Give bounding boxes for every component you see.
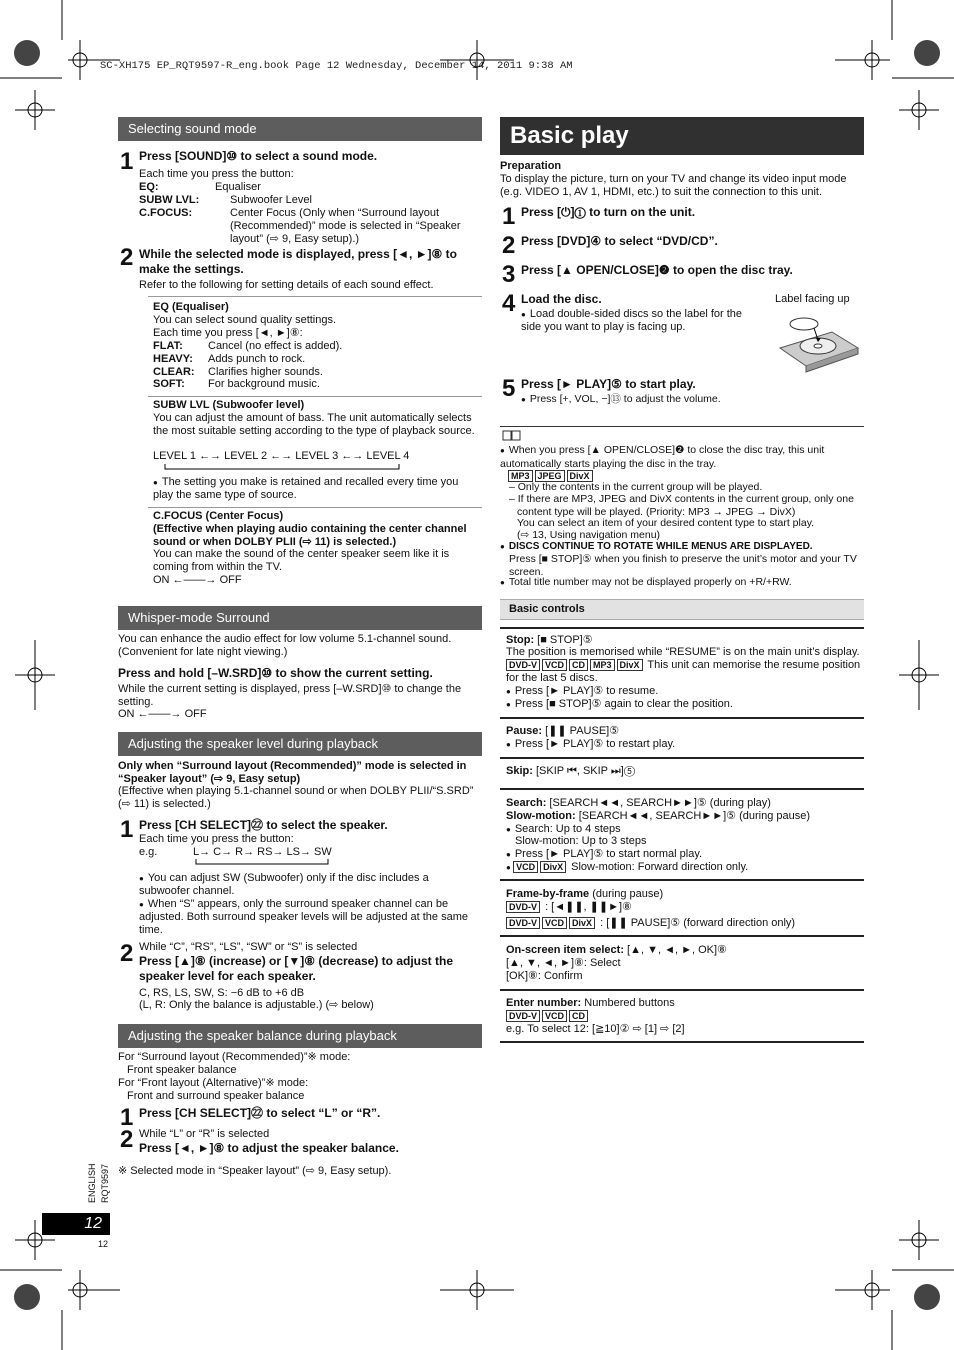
eq-item: HEAVY: Adds punch to rock. [153, 353, 306, 365]
search-b3: ● VCD DivX Slow-motion: Forward direction only. [506, 861, 749, 873]
sound-item-eq: EQ: Equaliser [139, 181, 261, 193]
onscreen-control: On-screen item select: [▲, ▼, ◄, ►, OK]⑧ [506, 944, 727, 956]
level-step2-pre: While “C”, “RS”, “LS”, “SW” or “S” is selected [139, 941, 358, 953]
sound-item-cfocus: C.FOCUS: Center Focus (Only when “Surround layout (Recommended)” mode is selected in “Speaker layout” (⇨ 9, Easy setup).) [139, 207, 461, 245]
subw-levels: LEVEL 1 ←→ LEVEL 2 ←→ LEVEL 3 ←→ LEVEL 4 [153, 450, 410, 462]
note-2b: Press [■ STOP]⑤ when you finish to preserve the unit’s motor and your TV screen. [509, 553, 857, 578]
balance-l1: For “Surround layout (Recommended)”※ mode: [118, 1051, 351, 1063]
level-bullet2: ● When “S” appears, only the surround speaker channel can be adjusted. Both surround speaker levels will be adjusted at the same time. [139, 898, 481, 937]
cycle-arrow [163, 462, 403, 472]
language-label: ENGLISH [87, 1163, 97, 1203]
step-number: 2 [120, 940, 134, 967]
stop-tags: DVD-V VCD CD MP3 DivX This unit can memorise the resume position for the last 5 discs. [506, 659, 861, 684]
divider [500, 788, 864, 790]
divider [500, 627, 864, 629]
play-note: ● Press [+, VOL, −]⑬ to adjust the volume. [521, 393, 721, 407]
level-step2: Press [▲]⑧ (increase) or [▼]⑧ (decrease) to adjust the speaker level for each speaker. [139, 954, 454, 983]
format-tag: JPEG [535, 470, 565, 482]
level-each-time: Each time you press the button: [139, 833, 294, 845]
note-d1: – Only the contents in the current group will be played. [509, 481, 763, 493]
enter-tags: DVD-V VCD CD [506, 1010, 590, 1023]
stop-b1: ● Press [► PLAY]⑤ to resume. [506, 685, 658, 698]
prep-title: Preparation [500, 160, 562, 172]
pause-b1: ● Press [► PLAY]⑤ to restart play. [506, 738, 675, 751]
basic-controls-heading: Basic controls [500, 599, 864, 620]
cycle-arrow [194, 857, 334, 867]
step-number: 2 [120, 1126, 134, 1153]
step-number: 3 [502, 261, 516, 288]
note-3: ● Total title number may not be displayed properly on +R/+RW. [500, 576, 860, 590]
eq-title: EQ (Equaliser) [153, 301, 229, 313]
speaker-level-note: (Effective when playing 5.1-channel sound or when DOLBY PLII/“S.SRD” (⇨ 11) is selected.) [118, 785, 474, 810]
balance-step1: Press [CH SELECT]㉒ to select “L” or “R”. [139, 1106, 381, 1120]
step-number: 5 [502, 375, 516, 402]
sound-step2: While the selected mode is displayed, press [◄, ►]⑧ to make the settings. [139, 247, 457, 276]
frame-l2: DVD-V VCD DivX : [❚❚ PAUSE]⑤ (forward direction only) [506, 917, 795, 930]
stop-desc: The position is memorised while “RESUME” is on the main unit’s display. [506, 646, 860, 658]
step-number: 2 [502, 232, 516, 259]
each-time-text: Each time you press the button: [139, 168, 294, 180]
search-b1b: Slow-motion: Up to 3 steps [515, 835, 647, 847]
divider [500, 989, 864, 991]
frame-l1: DVD-V : [◄❚❚, ❚❚►]⑧ [506, 901, 632, 914]
cfocus-desc: You can make the sound of the center speaker seem like it is coming from within the TV. [153, 548, 450, 573]
play-step3: Press [▲ OPEN/CLOSE]❷ to open the disc tray. [521, 263, 793, 277]
step-number: 1 [502, 203, 516, 230]
model-code: RQT9597 [100, 1163, 110, 1203]
balance-step2-pre: While “L” or “R” is selected [139, 1128, 270, 1140]
note-1: ● When you press [▲ OPEN/CLOSE]❷ to close the disc tray, this unit automatically starts playing the disc in the tray. [500, 444, 860, 470]
balance-l4: Front and surround speaker balance [127, 1090, 305, 1102]
search-b2: ● Press [► PLAY]⑤ to start normal play. [506, 848, 702, 861]
load-note: ● Load double-sided discs so the label for the side you want to play is facing up. [521, 308, 753, 334]
print-header: SC-XH175 EP_RQT9597-R_eng.book Page 12 Wednesday, December 14, 2011 9:38 AM [100, 60, 573, 72]
eq-item: FLAT: Cancel (no effect is added). [153, 340, 343, 352]
level-bullet1: ● You can adjust SW (Subwoofer) only if the disc includes a subwoofer channel. [139, 872, 469, 898]
level-range: C, RS, LS, SW, S: −6 dB to +6 dB [139, 987, 305, 999]
whisper-desc: You can enhance the audio effect for low volume 5.1-channel sound. (Convenient for late night viewing.) [118, 633, 452, 658]
section-title-speaker-balance: Adjusting the speaker balance during playback [118, 1024, 482, 1048]
subw-title: SUBW LVL (Subwoofer level) [153, 399, 305, 411]
enter-eg: e.g. To select 12: [≧10]② ⇨ [1] ⇨ [2] [506, 1023, 685, 1035]
divider [500, 717, 864, 719]
play-step5: Press [► PLAY]⑤ to start play. [521, 377, 696, 391]
play-step1: Press [⏻]① to turn on the unit. [521, 205, 696, 219]
search-control: Search: [SEARCH◄◄, SEARCH►►]⑤ (during play) [506, 797, 771, 809]
level-range2: (L, R: Only the balance is adjustable.) (⇨ below) [139, 999, 374, 1011]
section-title-whisper: Whisper-mode Surround [118, 606, 482, 630]
onscreen-l1: [▲, ▼, ◄, ►]⑧: Select [506, 957, 621, 969]
format-tag: MP3 [508, 470, 533, 482]
balance-footnote: ※ Selected mode in “Speaker layout” (⇨ 9, Easy setup). [118, 1165, 392, 1177]
divider [148, 507, 482, 508]
divider [500, 879, 864, 881]
divider [500, 426, 864, 427]
pause-control: Pause: [❚❚ PAUSE]⑤ [506, 725, 620, 737]
play-step2: Press [DVD]④ to select “DVD/CD”. [521, 234, 718, 248]
page-title: Basic play [500, 117, 864, 155]
sound-step2-sub: Refer to the following for setting details of each sound effect. [139, 279, 434, 291]
level-seq: L→ C→ R→ RS→ LS→ SW [193, 846, 332, 858]
section-title-sound-mode: Selecting sound mode [118, 117, 482, 141]
note-d2: – If there are MP3, JPEG and DivX contents in the current group, only one content type will be played. (Priority: MP3 → JPEG → DivX) [509, 493, 854, 518]
book-icon [502, 430, 522, 441]
divider [500, 757, 864, 759]
stop-control: Stop: [■ STOP]⑤ [506, 634, 593, 646]
cfocus-onoff: ON ←——→ OFF [153, 574, 242, 586]
subw-desc: You can adjust the amount of bass. The unit automatically selects the most suitable setting according to the type of playback source. [153, 412, 475, 437]
note-d3: You can select an item of your desired content type to start play. [517, 517, 815, 529]
whisper-onoff: ON ←——→ OFF [118, 708, 207, 720]
eq-item: CLEAR: Clarifies higher sounds. [153, 366, 323, 378]
cfocus-title: C.FOCUS (Center Focus) [153, 510, 284, 522]
divider [500, 1041, 864, 1043]
prep-text: To display the picture, turn on your TV and change its video input mode (e.g. VIDEO 1, AV 1, HDMI, etc.) to suit the connection to this unit. [500, 173, 847, 198]
play-step4: Load the disc. [521, 292, 602, 306]
note-d4: (⇨ 13, Using navigation menu) [517, 529, 661, 541]
format-tag: DivX [567, 470, 593, 482]
page-number-small: 12 [98, 1239, 109, 1249]
level-eg: e.g. [139, 846, 158, 858]
eq-desc1: You can select sound quality settings. [153, 314, 337, 326]
disc-tray-illustration [776, 308, 860, 374]
section-title-speaker-level: Adjusting the speaker level during playback [118, 732, 482, 756]
label-facing-up: Label facing up [775, 293, 850, 305]
eq-desc2: Each time you press [◄, ►]⑧: [153, 327, 303, 339]
divider [148, 396, 482, 397]
step-number: 2 [120, 244, 134, 271]
skip-control: Skip: [SKIP ⏮, SKIP ⏭]⑤ [506, 765, 636, 777]
balance-l3: For “Front layout (Alternative)”※ mode: [118, 1077, 309, 1089]
level-step1: Press [CH SELECT]㉒ to select the speaker. [139, 818, 388, 832]
sound-step1: Press [SOUND]⑩ to select a sound mode. [139, 149, 378, 163]
eq-item: SOFT: For background music. [153, 378, 320, 390]
speaker-level-bold-note: Only when “Surround layout (Recommended)” mode is selected in “Speaker layout” (⇨ 9, Easy setup) [118, 760, 467, 785]
whisper-sub: While the current setting is displayed, press [–W.SRD]⑩ to change the setting. [118, 683, 462, 708]
divider [500, 935, 864, 937]
stop-b2: ● Press [■ STOP]⑤ again to clear the position. [506, 698, 733, 711]
step-number: 1 [120, 1104, 134, 1131]
sound-item-subw: SUBW LVL: Subwoofer Level [139, 194, 312, 206]
onscreen-l2: [OK]⑧: Confirm [506, 970, 583, 982]
frame-control: Frame-by-frame (during pause) [506, 888, 664, 900]
slow-control: Slow-motion: [SEARCH◄◄, SEARCH►►]⑤ (during pause) [506, 810, 811, 822]
enter-control: Enter number: Numbered buttons [506, 997, 675, 1009]
divider [148, 296, 482, 297]
page-number: 12 [42, 1213, 110, 1235]
balance-l2: Front speaker balance [127, 1064, 237, 1076]
step-number: 4 [502, 290, 516, 317]
search-b1: ● Search: Up to 4 steps [506, 823, 621, 836]
note-2: ● DISCS CONTINUE TO ROTATE WHILE MENUS ARE DISPLAYED. [500, 541, 860, 554]
whisper-step: Press and hold [–W.SRD]⑩ to show the current setting. [118, 666, 433, 680]
balance-step2: Press [◄, ►]⑧ to adjust the speaker balance. [139, 1141, 399, 1155]
cfocus-bold: (Effective when playing audio containing the center channel sound or when DOLBY PLII (⇨ 11) is selected.) [153, 523, 467, 548]
step-number: 1 [120, 148, 134, 175]
step-number: 1 [120, 816, 134, 843]
subw-note: ● The setting you make is retained and recalled every time you play the same type of source. [153, 476, 473, 502]
